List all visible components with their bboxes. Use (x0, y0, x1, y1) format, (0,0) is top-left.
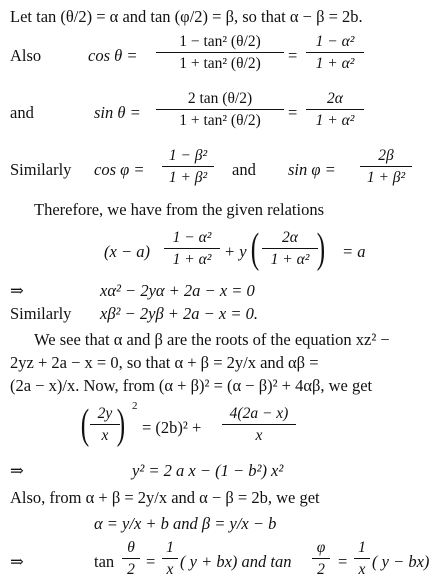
fraction-bar (306, 109, 364, 110)
para-line-3: (2a − x)/x. Now, from (α + β)² = (α − β)² + 4αβ, we get (10, 376, 373, 395)
one-over-x-fraction-2 (354, 538, 370, 579)
denominator: x (255, 427, 263, 444)
fraction-bar (122, 558, 140, 559)
numerator: 1 − tan² (θ/2) (179, 33, 261, 50)
numerator: 1 (358, 539, 366, 556)
denominator: 1 + α² (315, 55, 355, 72)
denominator: 1 + tan² (θ/2) (179, 112, 261, 129)
big-middle: = (2b)² + (142, 418, 202, 437)
cos-phi-fraction (162, 146, 214, 187)
label-similarly: Similarly (10, 160, 72, 179)
fraction-bar (162, 558, 178, 559)
label-and: and (10, 103, 34, 122)
para-line-2: 2yz + 2a − x = 0, so that α + β = 2y/x and αβ = (10, 353, 319, 372)
denominator: 1 + β² (366, 169, 406, 186)
denominator: 1 + β² (168, 169, 208, 186)
numerator: 1 − α² (172, 229, 212, 246)
fraction-bar (164, 248, 220, 249)
denominator: x (358, 561, 366, 578)
fraction-bar (156, 52, 284, 53)
right-paren: ) (116, 402, 126, 448)
cos-theta-lhs: cos θ = (88, 46, 138, 65)
sin-phi-lhs: sin φ = (288, 160, 336, 179)
equation-alpha-beta: α = y/x + b and β = y/x − b (94, 514, 277, 533)
numerator: 1 − α² (315, 33, 355, 50)
cos-phi-lhs: cos φ = (94, 160, 145, 179)
rel-plus-y: + y (224, 242, 247, 261)
implies-1: ⇒ (10, 281, 24, 300)
numerator: 2α (282, 229, 298, 246)
implies-2: ⇒ (10, 461, 24, 480)
equation-y-squared: y² = 2 a x − (1 − b²) x² (132, 461, 284, 480)
tan-end: ( y − bx) (372, 552, 430, 571)
numerator: 1 − β² (168, 147, 208, 164)
fraction-bar (156, 109, 284, 110)
tan-label: tan (94, 552, 115, 571)
square-exponent: 2 (132, 400, 138, 412)
fraction-bar (162, 166, 214, 167)
fraction-bar (354, 558, 370, 559)
implies-3: ⇒ (10, 552, 24, 571)
numerator: φ (316, 539, 326, 556)
sin-theta-fraction (156, 89, 284, 130)
equation-alpha: xα² − 2yα + 2a − x = 0 (100, 281, 255, 300)
rel-fraction-1 (164, 228, 220, 269)
fraction-bar (306, 52, 364, 53)
equals: = (146, 552, 156, 571)
denominator: 1 + α² (315, 112, 355, 129)
fraction-bar (312, 558, 330, 559)
equation-beta: xβ² − 2yβ + 2a − x = 0. (100, 304, 259, 323)
denominator: 2 (317, 561, 325, 578)
numerator: 2β (378, 147, 394, 164)
fraction-bar (222, 424, 296, 425)
rel-x-minus-a: (x − a) (104, 242, 150, 261)
big-right-fraction (222, 404, 296, 445)
denominator: x (101, 427, 109, 444)
equals: = (288, 103, 298, 122)
theta-half-fraction (122, 538, 140, 579)
sin-theta-lhs: sin θ = (94, 103, 141, 122)
para-line-1: We see that α and β are the roots of the equation xz² − (34, 330, 390, 349)
label-similarly-2: Similarly (10, 304, 72, 323)
line-let-tan: Let tan (θ/2) = α and tan (φ/2) = β, so that α − β = 2b. (10, 7, 363, 26)
rel-equals-a: = a (342, 242, 366, 261)
fraction-bar (360, 166, 412, 167)
equals: = (288, 46, 298, 65)
denominator: 1 + tan² (θ/2) (179, 55, 261, 72)
rel-fraction-2 (262, 228, 318, 269)
numerator: 2 tan (θ/2) (187, 90, 253, 107)
cos-theta-alpha-fraction (306, 32, 364, 73)
numerator: θ (127, 539, 135, 556)
numerator: 2y (97, 405, 113, 422)
equals: = (338, 552, 348, 571)
numerator: 1 (166, 539, 174, 556)
cos-theta-fraction (156, 32, 284, 73)
fraction-bar (262, 248, 318, 249)
line-also-from: Also, from α + β = 2y/x and α − β = 2b, we get (10, 488, 320, 507)
big-fraction (90, 404, 120, 445)
denominator: 1 + α² (172, 251, 212, 268)
fraction-bar (90, 424, 120, 425)
sin-phi-fraction (360, 146, 412, 187)
left-paren: ( (250, 226, 260, 272)
label-and-2: and (232, 160, 256, 179)
right-paren: ) (316, 226, 326, 272)
denominator: x (166, 561, 174, 578)
denominator: 2 (127, 561, 135, 578)
one-over-x-fraction (162, 538, 178, 579)
numerator: 4(2a − x) (229, 405, 289, 422)
left-paren: ( (80, 402, 90, 448)
numerator: 2α (327, 90, 343, 107)
phi-half-fraction (312, 538, 330, 579)
tan-middle: ( y + bx) and tan (180, 552, 292, 571)
line-therefore: Therefore, we have from the given relations (34, 200, 324, 219)
sin-theta-alpha-fraction (306, 89, 364, 130)
label-also: Also (10, 46, 42, 65)
denominator: 1 + α² (270, 251, 310, 268)
